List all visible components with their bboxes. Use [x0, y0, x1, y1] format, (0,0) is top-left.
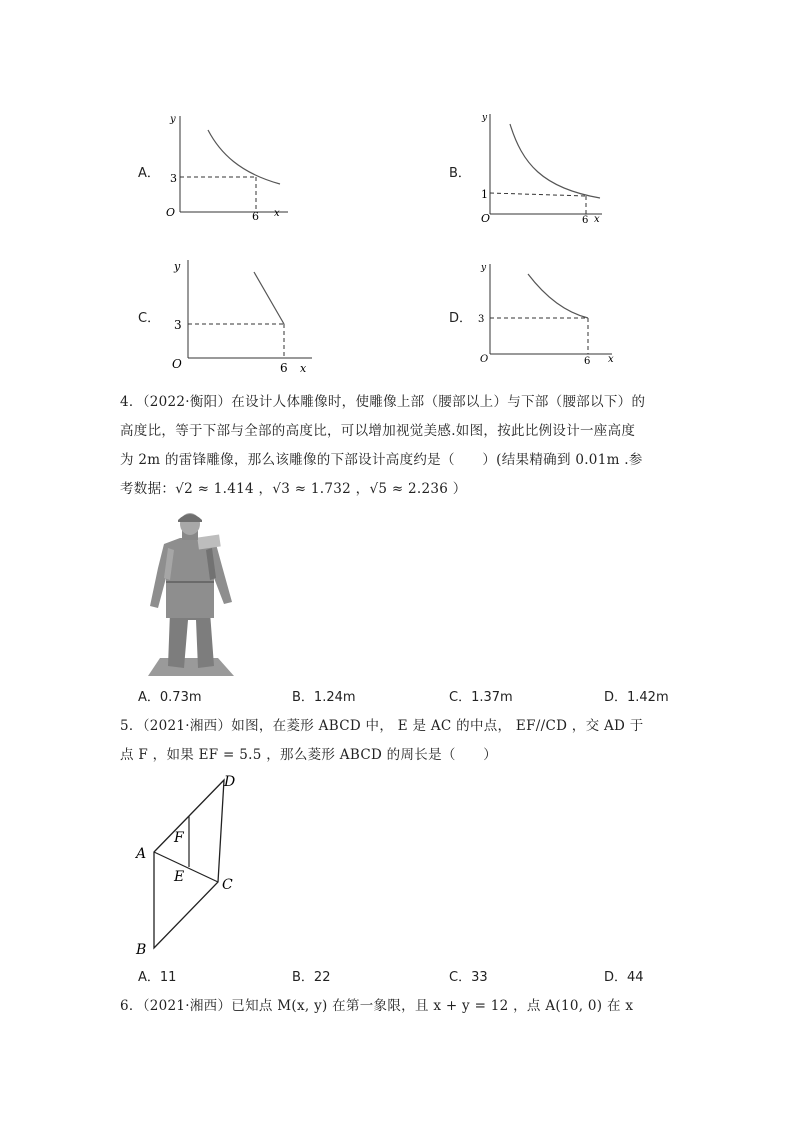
- graph-d-y: y: [481, 263, 487, 273]
- graph-b-y: y: [482, 113, 488, 123]
- label-A: A: [136, 846, 147, 862]
- label-E: E: [174, 869, 185, 885]
- graph-c-x: x: [300, 362, 307, 375]
- graph-a-x: x: [274, 208, 280, 219]
- graph-a-origin: O: [166, 206, 176, 219]
- label-B: B: [136, 942, 147, 958]
- question-5: [120, 712, 680, 770]
- option-a-label: A．: [138, 166, 160, 181]
- option-d-label: D．: [449, 311, 473, 326]
- graph-a-ytick: 3: [170, 172, 177, 185]
- rhombus-figure: [130, 766, 250, 962]
- q5-option-b: B．22: [292, 970, 331, 985]
- question-4: [120, 388, 680, 504]
- graph-d-x: x: [608, 354, 614, 365]
- graph-c: [162, 254, 322, 376]
- q4-option-d: D．1.42m: [604, 690, 669, 705]
- q4-option-c: C．1.37m: [449, 690, 513, 705]
- label-C: C: [222, 877, 233, 893]
- q4-line-2: 高度比，等于下部与全部的高度比，可以增加视觉美感.如图，按此比例设计一座高度: [120, 423, 636, 439]
- graph-b-x: x: [594, 214, 600, 225]
- graph-d-origin: O: [480, 354, 489, 365]
- statue-image: [140, 508, 240, 680]
- q4-line-3: 为 2m 的雷锋雕像，那么该雕像的下部设计高度约是（ ）(结果精确到 0.01m .参: [120, 452, 643, 468]
- q6-line-1: 6．（2021·湘西）已知点 M(x, y) 在第一象限，且 x + y = 12 ，点 A(10, 0) 在 x: [120, 998, 634, 1014]
- graph-d-ytick: 3: [478, 314, 485, 325]
- graph-a-xtick: 6: [252, 210, 259, 223]
- q5-option-a: A．11: [138, 970, 177, 985]
- graph-a: [160, 108, 295, 223]
- graph-c-ytick: 3: [174, 318, 182, 332]
- option-b-label: B．: [449, 166, 471, 181]
- graph-d: [474, 260, 622, 368]
- graph-b: [472, 108, 612, 226]
- q4-line-1: 4．（2022·衡阳）在设计人体雕像时，使雕像上部（腰部以上）与下部（腰部以下）的: [120, 394, 646, 410]
- option-c-label: C．: [138, 311, 161, 326]
- graph-c-origin: O: [172, 357, 182, 371]
- graph-a-y: y: [170, 114, 176, 125]
- q5-line-1: 5．（2021·湘西）如图，在菱形 ABCD 中， E 是 AC 的中点， EF//CD ，交 AD 于: [120, 718, 644, 734]
- q4-option-b: B．1.24m: [292, 690, 356, 705]
- q4-option-a: A．0.73m: [138, 690, 202, 705]
- q5-option-d: D．44: [604, 970, 644, 985]
- graph-d-xtick: 6: [584, 356, 591, 367]
- q4-line-4: 考数据：√2 ≈ 1.414 ，√3 ≈ 1.732 ，√5 ≈ 2.236 ）: [120, 481, 467, 497]
- q5-line-2: 点 F ，如果 EF = 5.5 ，那么菱形 ABCD 的周长是（ ）: [120, 747, 498, 763]
- graph-b-xtick: 6: [582, 215, 589, 226]
- label-D: D: [224, 774, 236, 790]
- graph-b-origin: O: [481, 212, 491, 225]
- graph-c-y: y: [174, 260, 181, 273]
- graph-c-xtick: 6: [280, 361, 288, 375]
- graph-b-ytick: 1: [481, 188, 488, 201]
- question-6: [120, 992, 680, 1021]
- label-F: F: [174, 830, 184, 846]
- q5-option-c: C．33: [449, 970, 488, 985]
